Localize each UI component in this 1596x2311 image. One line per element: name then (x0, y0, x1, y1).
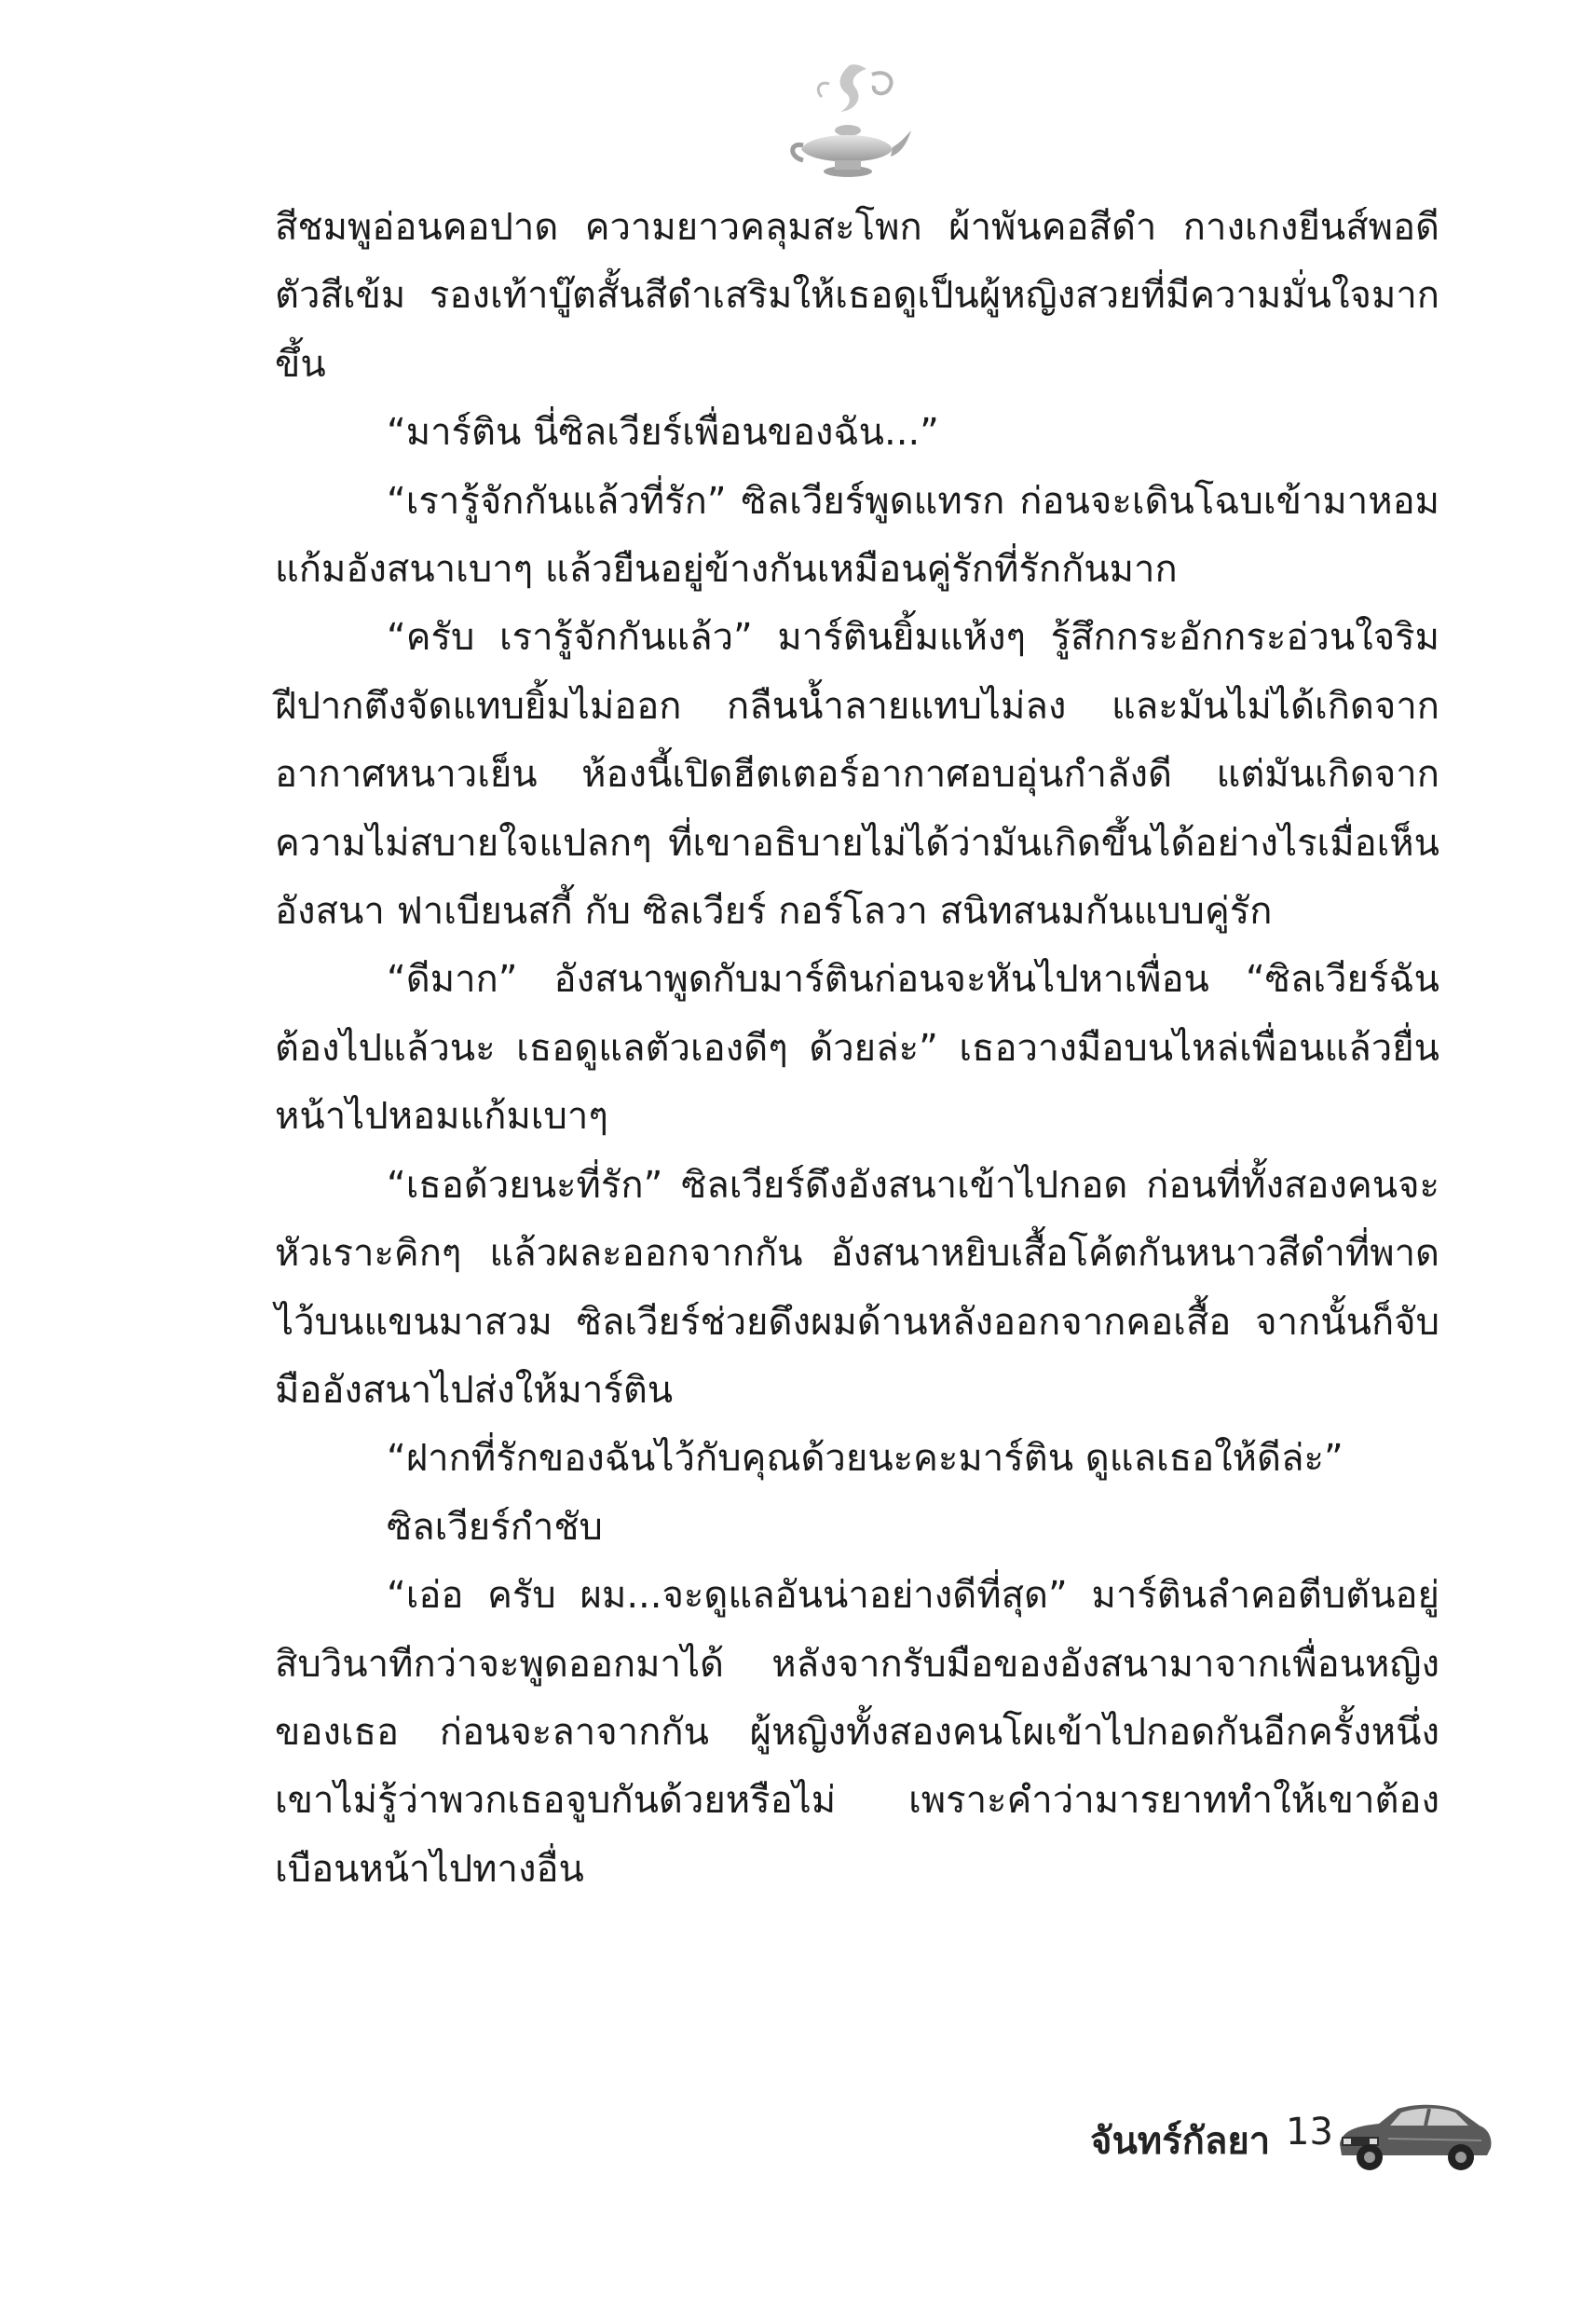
vintage-car-icon (1332, 2092, 1495, 2174)
paragraph: “มาร์ติน นี่ซิลเวียร์เพื่อนของฉัน...” (387, 411, 939, 455)
paragraph: “เธอด้วยนะที่รัก” ซิลเวียร์ดึงอังสนาเข้าไปกอด ก่อนที่ทั้งสองคนจะหัวเราะคิกๆ แล้วผละออกจากกัน อังสนาหยิบเสื้อโค้ตกันหนาวสีดำที่พาดไว้บนแขนมาสวม ซิลเวียร์ช่วยดึงผมด้านหลังออกจากคอเสื้อ จากนั้นก็จับมืออังสนาไปส่งให้มาร์ติน (275, 1163, 1439, 1412)
genie-lamp-icon (783, 56, 913, 196)
page-footer (1006, 2092, 1491, 2176)
paragraph: “เอ่อ ครับ ผม...จะดูแลอันน่าอย่างดีที่สุด” มาร์ตินลำคอตีบตันอยู่สิบวินาทีกว่าจะพูดออกมาได้ หลังจากรับมือของอังสนามาจากเพื่อนหญิงของเธอ ก่อนจะลาจากกัน ผู้หญิงทั้งสองคนโผเข้าไปกอดกันอีกครั้งหนึ่งเขาไม่รู้ว่าพวกเธอจูบกันด้วยหรือไม่ เพราะคำว่ามารยาททำให้เขาต้องเบือนหน้าไปทางอื่น (275, 1574, 1439, 1891)
paragraph: “ครับ เรารู้จักกันแล้ว” มาร์ตินยิ้มแห้งๆ รู้สึกกระอักกระอ่วนใจริมฝีปากตึงจัดแทบยิ้มไม่ออก กลืนน้ำลายแทบไม่ลง และมันไม่ได้เกิดจากอากาศหนาวเย็น ห้องนี้เปิดฮีตเตอร์อากาศอบอุ่นกำลังดี แต่มันเกิดจากความไม่สบายใจแปลกๆ ที่เขาอธิบายไม่ได้ว่ามันเกิดขึ้นได้อย่างไรเมื่อเห็น อังสนา ฟาเบียนสกี้ กับ ซิลเวียร์ กอร์โลวา สนิทสนมกันแบบคู่รัก (275, 616, 1439, 934)
paragraph: “เรารู้จักกันแล้วที่รัก” ซิลเวียร์พูดแทรก ก่อนจะเดินโฉบเข้ามาหอมแก้มอังสนาเบาๆ แล้วยืนอยู่ข้างกันเหมือนคู่รักที่รักกันมาก (275, 479, 1439, 592)
paragraph: ซิลเวียร์กำชับ (387, 1505, 603, 1549)
paragraph: “ดีมาก” อังสนาพูดกับมาร์ตินก่อนจะหันไปหาเพื่อน “ซิลเวียร์ฉันต้องไปแล้วนะ เธอดูแลตัวเองดีๆ ด้วยล่ะ” เธอวางมือบนไหล่เพื่อนแล้วยื่นหน้าไปหอมแก้มเบาๆ (275, 958, 1439, 1139)
paragraph: “ฝากที่รักของฉันไว้กับคุณด้วยนะคะมาร์ติน ดูแลเธอให้ดีล่ะ” (387, 1437, 1344, 1481)
body-text (275, 194, 1439, 1904)
book-title: จันทร์กัลยา (1090, 2120, 1271, 2163)
paragraph: สีชมพูอ่อนคอปาด ความยาวคลุมสะโพก ผ้าพันคอสีดำ กางเกงยีนส์พอดีตัวสีเข้ม รองเท้าบู๊ตสั้นสีดำเสริมให้เธอดูเป็นผู้หญิงสวยที่มีความมั่นใจมากขึ้น (275, 206, 1439, 386)
page-number: 13 (1286, 2111, 1333, 2154)
